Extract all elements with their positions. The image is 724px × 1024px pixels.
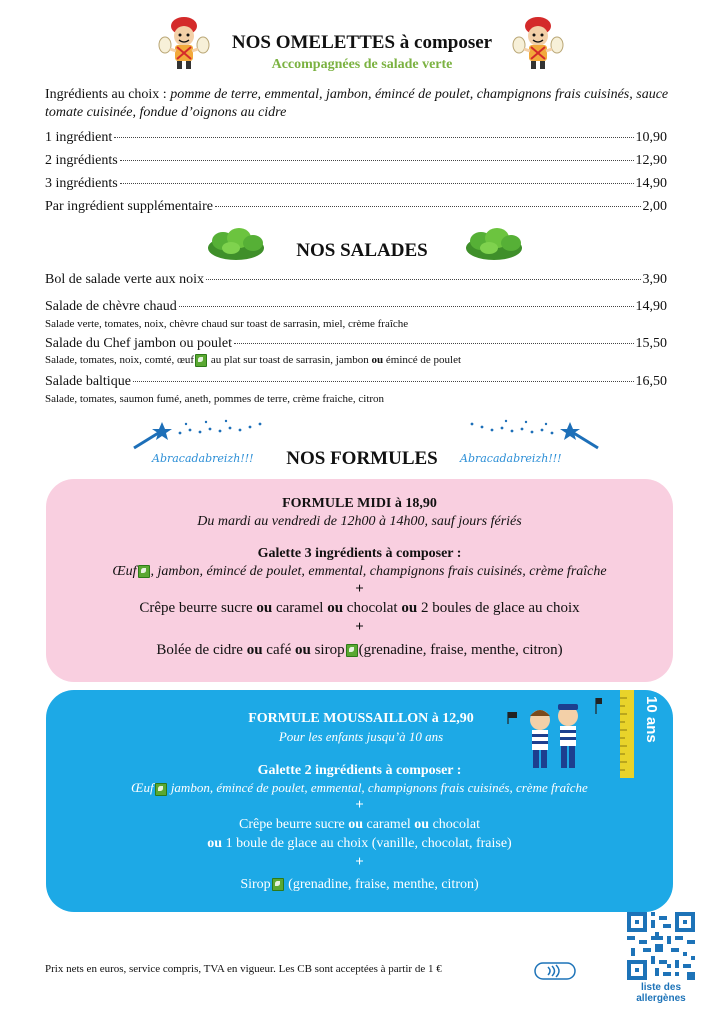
plus-sign: + bbox=[355, 797, 364, 813]
drink-part: sirop bbox=[310, 642, 345, 658]
contactless-payment-icon bbox=[534, 962, 576, 980]
item-price: 3,90 bbox=[642, 272, 667, 287]
crepe-part: Crêpe beurre sucre bbox=[139, 600, 257, 616]
ingredients-prefix: Ingrédients au choix : bbox=[45, 87, 171, 102]
formule-midi-card bbox=[46, 479, 673, 682]
ingredients-list: pomme de terre, emmental, jambon, émincé de poulet, champignons frais cuisinés, sauce tomate cuisinée, fondue d’oignons au cidre bbox=[45, 87, 669, 120]
crepe-part: caramel bbox=[272, 600, 328, 616]
allergens-qr-code[interactable] bbox=[627, 912, 695, 980]
or-word: ou bbox=[246, 642, 263, 658]
galette-title: Galette 2 ingrédients à composer : bbox=[257, 763, 462, 778]
desc-part: Salade, tomates, noix, comté, œuf bbox=[45, 354, 195, 367]
age-badge: 10 ans bbox=[643, 696, 660, 743]
formule-midi-schedule: Du mardi au vendredi de 12h00 à 14h00, sauf jours fériés bbox=[197, 514, 522, 529]
drink-part: café bbox=[262, 642, 295, 658]
item-price: 14,90 bbox=[635, 299, 667, 314]
plus-sign: + bbox=[355, 581, 364, 597]
or-word: ou bbox=[348, 817, 363, 832]
omelettes-subtitle: Accompagnées de salade verte bbox=[271, 57, 453, 72]
item-label: Par ingrédient supplémentaire bbox=[45, 199, 213, 214]
item-price: 16,50 bbox=[635, 374, 667, 389]
or-word: ou bbox=[401, 600, 418, 616]
or-word: ou bbox=[327, 600, 344, 616]
allergens-caption-line2: allergènes bbox=[636, 993, 686, 1004]
magic-wand-left-icon bbox=[130, 418, 270, 450]
or-word: ou bbox=[256, 600, 273, 616]
leader-dots bbox=[234, 343, 633, 344]
omelette-item bbox=[45, 153, 667, 169]
item-description bbox=[45, 354, 461, 367]
salades-title: NOS SALADES bbox=[296, 240, 428, 261]
drink-options bbox=[46, 642, 673, 659]
salad-leaf-right-icon bbox=[463, 226, 525, 262]
or-word: ou bbox=[207, 836, 223, 851]
crepe-part: 2 boules de glace au choix bbox=[417, 600, 580, 616]
drink-options bbox=[46, 877, 673, 893]
leader-dots bbox=[179, 306, 634, 307]
salade-item bbox=[45, 299, 667, 315]
formule-moussaillon-title: FORMULE MOUSSAILLON à 12,90 bbox=[248, 711, 474, 726]
or-word: ou bbox=[295, 642, 311, 658]
salade-item bbox=[45, 336, 667, 352]
organic-label-icon bbox=[195, 354, 207, 367]
crepe-part: caramel bbox=[363, 817, 415, 832]
crepe-part: chocolat bbox=[343, 600, 402, 616]
organic-label-icon bbox=[155, 783, 167, 796]
magic-wand-right-icon bbox=[462, 418, 602, 450]
banner-text-left: Abracadabreizh!!! bbox=[152, 452, 254, 465]
item-label: Salade du Chef jambon ou poulet bbox=[45, 336, 233, 351]
omelette-item bbox=[45, 176, 667, 192]
formule-midi-title: FORMULE MIDI à 18,90 bbox=[282, 496, 437, 511]
drink-part: Sirop bbox=[240, 877, 271, 892]
galette-ingredients bbox=[46, 780, 673, 796]
or-word: ou bbox=[414, 817, 430, 832]
item-price: 15,50 bbox=[635, 336, 667, 351]
crepe-part: 1 boule de glace au choix (vanille, chocolat, fraise) bbox=[222, 836, 512, 851]
galette-part: , jambon, émincé de poulet, emmental, champignons frais cuisinés, crème fraîche bbox=[150, 564, 607, 579]
desc-part: au plat sur toast de sarrasin, jambon bbox=[208, 354, 372, 367]
leader-dots bbox=[120, 183, 634, 184]
omelettes-ingredients bbox=[45, 86, 675, 122]
crepe-options bbox=[46, 600, 673, 617]
galette-title: Galette 3 ingrédients à composer : bbox=[257, 546, 462, 561]
desc-part: émincé de poulet bbox=[383, 354, 462, 367]
galette-part: Œuf bbox=[112, 564, 137, 579]
crepe-part: chocolat bbox=[429, 817, 481, 832]
item-label: Salade de chèvre chaud bbox=[45, 299, 177, 314]
formule-moussaillon-age-note: Pour les enfants jusqu’à 10 ans bbox=[278, 729, 444, 744]
omelettes-title: NOS OMELETTES à composer bbox=[231, 32, 493, 53]
banner-text-right: Abracadabreizh!!! bbox=[460, 452, 562, 465]
item-price: 14,90 bbox=[635, 176, 667, 191]
salade-item bbox=[45, 374, 667, 390]
chef-mascot-right-icon bbox=[510, 12, 566, 72]
leader-dots bbox=[133, 381, 634, 382]
item-label: Bol de salade verte aux noix bbox=[45, 272, 205, 287]
organic-label-icon bbox=[272, 878, 284, 891]
footer-note: Prix nets en euros, service compris, TVA en vigueur. Les CB sont acceptées à partir de 1 € bbox=[45, 963, 442, 975]
item-price: 12,90 bbox=[635, 153, 667, 168]
organic-label-icon bbox=[138, 565, 150, 578]
leader-dots bbox=[215, 206, 641, 207]
leader-dots bbox=[120, 160, 634, 161]
salade-item bbox=[45, 272, 667, 288]
galette-part: jambon, émincé de poulet, emmental, champignons frais cuisinés, crème fraîche bbox=[167, 780, 588, 795]
galette-ingredients bbox=[46, 564, 673, 580]
chef-mascot-left-icon bbox=[156, 12, 212, 72]
leader-dots bbox=[206, 279, 640, 280]
omelette-item bbox=[45, 199, 667, 215]
crepe-options bbox=[46, 817, 673, 833]
item-label: 3 ingrédients bbox=[45, 176, 118, 191]
item-price: 10,90 bbox=[635, 130, 667, 145]
leader-dots bbox=[114, 137, 633, 138]
item-description: Salade verte, tomates, noix, chèvre chaud sur toast de sarrasin, miel, crème fraîche bbox=[45, 318, 409, 330]
drink-part: (grenadine, fraise, menthe, citron) bbox=[358, 642, 563, 658]
omelette-item bbox=[45, 130, 667, 146]
plus-sign: + bbox=[355, 854, 364, 870]
item-description: Salade, tomates, saumon fumé, aneth, pommes de terre, crème fraiche, citron bbox=[45, 393, 385, 405]
drink-part: Bolée de cidre bbox=[156, 642, 247, 658]
plus-sign: + bbox=[355, 619, 364, 635]
crepe-part: Crêpe beurre sucre bbox=[238, 817, 349, 832]
allergens-caption-line1: liste des bbox=[640, 982, 682, 993]
formule-moussaillon-card bbox=[46, 690, 673, 912]
item-label: 1 ingrédient bbox=[45, 130, 113, 145]
ice-cream-option bbox=[46, 836, 673, 852]
item-label: 2 ingrédients bbox=[45, 153, 118, 168]
formules-title: NOS FORMULES bbox=[286, 448, 438, 469]
galette-part: Œuf bbox=[131, 780, 154, 795]
item-price: 2,00 bbox=[642, 199, 667, 214]
item-label: Salade baltique bbox=[45, 374, 131, 389]
salad-leaf-left-icon bbox=[205, 226, 267, 262]
drink-part: (grenadine, fraise, menthe, citron) bbox=[284, 877, 479, 892]
organic-label-icon bbox=[346, 644, 358, 657]
allergens-caption[interactable] bbox=[620, 982, 702, 1004]
desc-or: ou bbox=[371, 354, 384, 367]
